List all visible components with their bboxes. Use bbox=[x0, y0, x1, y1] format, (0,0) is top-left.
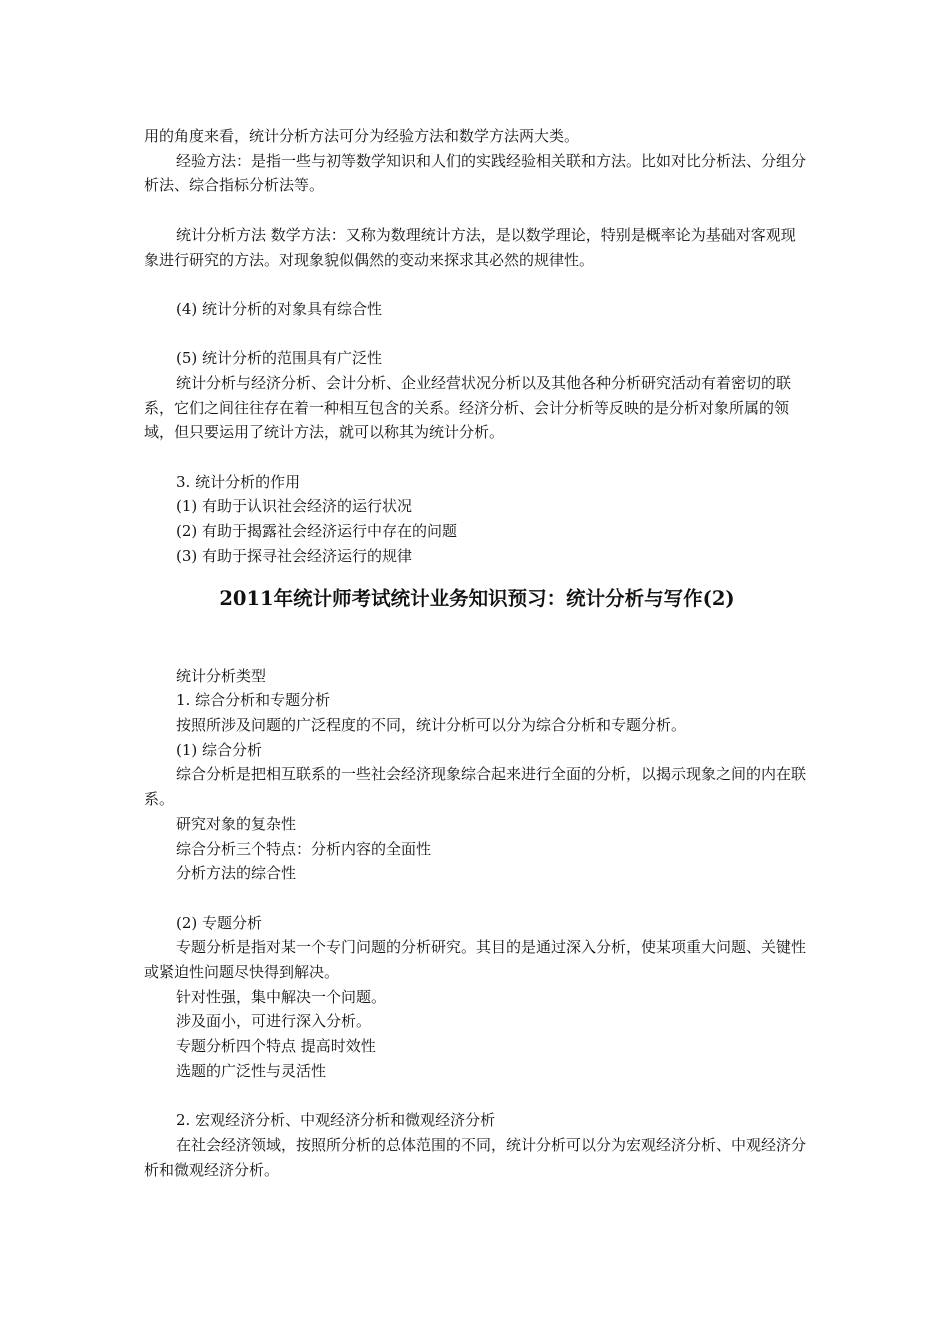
section-heading: 1. 综合分析和专题分析 bbox=[176, 691, 331, 710]
paragraph: 分析方法的综合性 bbox=[176, 864, 297, 883]
blank-line bbox=[144, 615, 810, 664]
blank-line bbox=[144, 272, 810, 297]
blank-line bbox=[144, 1084, 810, 1109]
list-item: (2) 有助于揭露社会经济运行中存在的问题 bbox=[176, 522, 458, 541]
document-body bbox=[144, 124, 810, 1182]
blank-line bbox=[144, 445, 810, 470]
list-item: (3) 有助于探寻社会经济运行的规律 bbox=[176, 546, 413, 565]
paragraph: 专题分析是指对某一个专门问题的分析研究。其目的是通过深入分析，使某项重大问题、关键性或紧迫性问题尽快得到解决。 bbox=[144, 938, 807, 982]
list-item: (1) 有助于认识社会经济的运行状况 bbox=[176, 497, 413, 516]
paragraph: 统计分析方法 数学方法：又称为数理统计方法，是以数学理论，特别是概率论为基础对客观现象进行研究的方法。对现象貌似偶然的变动来探求其必然的规律性。 bbox=[144, 225, 796, 269]
paragraph: 按照所涉及问题的广泛程度的不同，统计分析可以分为综合分析和专题分析。 bbox=[176, 716, 687, 734]
section-heading: 统计分析类型 bbox=[176, 666, 267, 685]
list-item: (5) 统计分析的范围具有广泛性 bbox=[176, 349, 383, 368]
paragraph: 研究对象的复杂性 bbox=[176, 814, 297, 833]
list-item: (1) 综合分析 bbox=[176, 740, 263, 759]
paragraph: 用的角度来看，统计分析方法可分为经验方法和数学方法两大类。 bbox=[144, 127, 580, 145]
list-item: (4) 统计分析的对象具有综合性 bbox=[176, 299, 383, 318]
paragraph: 统计分析与经济分析、会计分析、企业经营状况分析以及其他各种分析研究活动有着密切的联系，它们之间往往存在着一种相互包含的关系。经济分析、会计分析等反映的是分析对象所属的领域，但只要运用了统计方法，就可以称其为统计分析。 bbox=[144, 373, 792, 442]
paragraph: 经验方法：是指一些与初等数学知识和人们的实践经验相关联和方法。比如对比分析法、分组分析法、综合指标分析法等。 bbox=[144, 151, 807, 195]
section-heading: 3. 统计分析的作用 bbox=[176, 472, 301, 491]
section-heading: 2. 宏观经济分析、中观经济分析和微观经济分析 bbox=[176, 1111, 496, 1130]
blank-line bbox=[144, 886, 810, 911]
paragraph: 涉及面小，可进行深入分析。 bbox=[176, 1012, 372, 1031]
paragraph: 综合分析三个特点：分析内容的全面性 bbox=[176, 839, 432, 858]
article-title: 2011年统计师考试统计业务知识预习：统计分析与写作(2) bbox=[219, 586, 735, 610]
blank-line bbox=[144, 198, 810, 223]
paragraph: 专题分析四个特点 提高时效性 bbox=[176, 1037, 376, 1056]
blank-line bbox=[144, 322, 810, 347]
paragraph: 针对性强，集中解决一个问题。 bbox=[176, 987, 387, 1006]
paragraph: 在社会经济领域，按照所分析的总体范围的不同，统计分析可以分为宏观经济分析、中观经济分析和微观经济分析。 bbox=[144, 1135, 807, 1179]
list-item: (2) 专题分析 bbox=[176, 913, 263, 932]
paragraph: 综合分析是把相互联系的一些社会经济现象综合起来进行全面的分析，以揭示现象之间的内在联系。 bbox=[144, 765, 807, 809]
paragraph: 选题的广泛性与灵活性 bbox=[176, 1061, 327, 1080]
